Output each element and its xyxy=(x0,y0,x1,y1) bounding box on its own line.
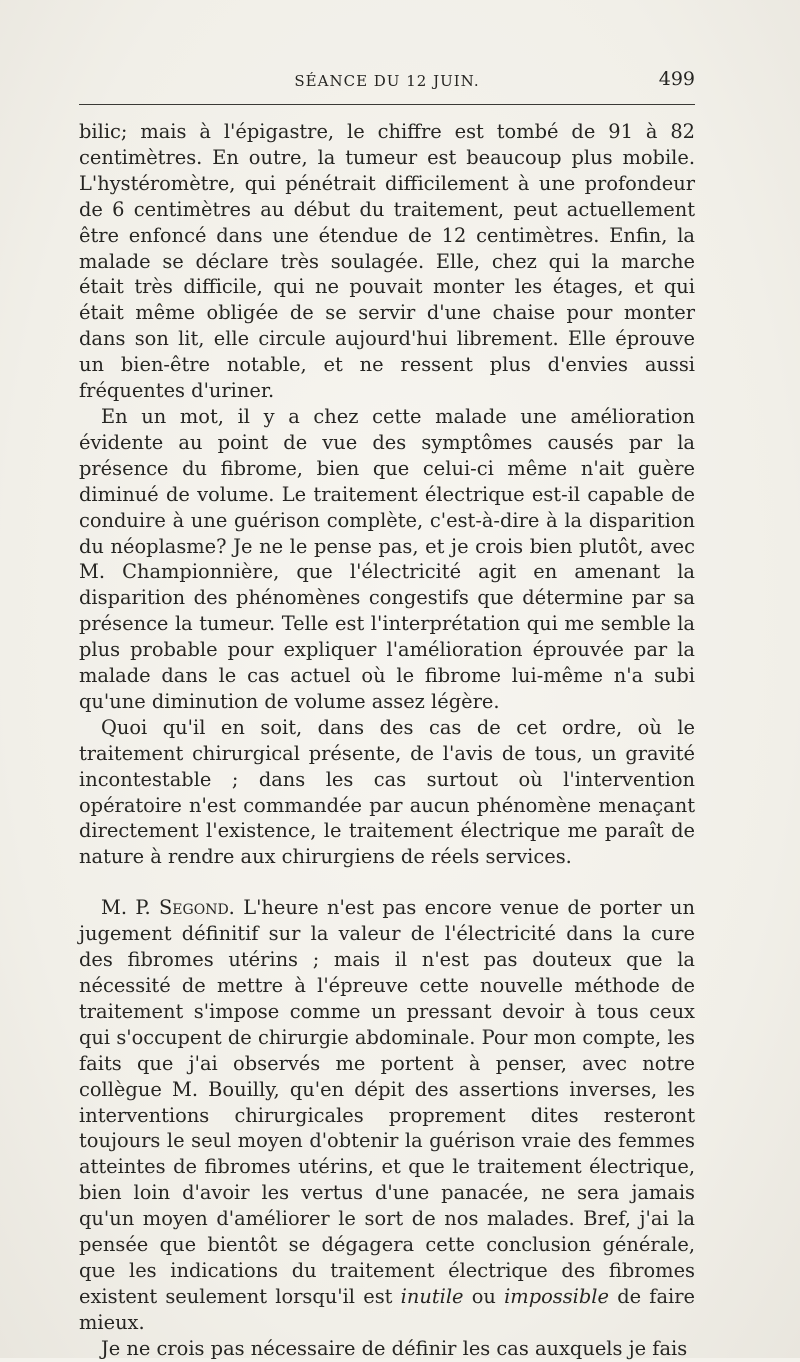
paragraph-conclusion: Quoi qu'il en soit, dans des cas de cet ordre, où le traitement chirurgical présente, de l'avis de tous, un gravité incontestable ; dans les cas surtout où l'intervention opératoire n'est commandée par aucun phénomène menaçant directement l'existence, le traitement électrique me paraît de nature à rendre aux chirurgiens de réels services. xyxy=(79,715,695,869)
page-header xyxy=(79,68,695,98)
speaker-name: M. P. Segond. xyxy=(101,896,235,920)
emphasis-impossible: impossible xyxy=(504,1284,609,1308)
page-number: 499 xyxy=(658,68,695,90)
running-head: SÉANCE DU 12 JUIN. xyxy=(294,72,480,90)
paragraph-final: Je ne crois pas nécessaire de définir les cas auxquels je fais xyxy=(101,1336,688,1360)
paragraph-amelioration: En un mot, il y a chez cette malade une amélioration évidente au point de vue des symptômes causés par la présence du fibrome, bien que celui-ci même n'ait guère diminué de volume. Le traitement électrique est-il capable de conduire à une guérison complète, c'est-à-dire à la disparition du néoplasme? Je ne le pense pas, et je crois bien plutôt, avec M. Championnière, que l'électricité agit en amenant la disparition des phénomènes congestifs que détermine par sa présence la tumeur. Telle est l'interprétation qui me semble la plus probable pour expliquer l'amélioration éprouvée par la malade dans le cas actuel où le fibrome lui-même n'a subi qu'une diminution de volume assez légère. xyxy=(79,404,695,713)
paragraph-segond xyxy=(79,895,695,1335)
body-text xyxy=(79,119,695,1362)
paragraph-segond-text-3: de faire mieux. xyxy=(79,1284,695,1334)
header-rule xyxy=(79,104,695,105)
paragraph-segond-text-1: L'heure n'est pas encore venue de porter un jugement définitif sur la valeur de l'électricité dans la cure des fibromes utérins ; mais il n'est pas douteux que la nécessité de mettre à l'épreuve cette nouvelle méthode de traitement s'impose comme un pressant devoir à tous ceux qui s'occupent de chirurgie abdominale. Pour mon compte, les faits que j'ai observés me portent à penser, avec notre collègue M. Bouilly, qu'en dépit des assertions inverses, les interventions chirurgicales proprement dites resteront toujours le seul moyen d'obtenir la guérison vraie des femmes atteintes de fibromes utérins, et que le traitement électrique, bien loin d'avoir les vertus d'une panacée, ne sera jamais qu'un moyen d'améliorer le sort de nos malades. Bref, j'ai la pensée que bientôt se dégagera cette conclusion générale, que les indications du traitement électrique des fibromes existent seulement lorsqu'il est xyxy=(79,896,696,1308)
paragraph-continued: bilic; mais à l'épigastre, le chiffre est tombé de 91 à 82 centimètres. En outre, la tumeur est beaucoup plus mobile. L'hystéromètre, qui pénétrait difficilement à une profondeur de 6 centimètres au début du traitement, peut actuellement être enfoncé dans une étendue de 12 centimètres. Enfin, la malade se déclare très soulagée. Elle, chez qui la marche était très difficile, qui ne pouvait monter les étages, et qui était même obligée de se servir d'une chaise pour monter dans son lit, elle circule aujourd'hui librement. Elle éprouve un bien-être notable, et ne ressent plus d'envies aussi fréquentes d'uriner. xyxy=(79,120,695,403)
emphasis-inutile: inutile xyxy=(400,1284,464,1308)
paragraph-segond-text-2: ou xyxy=(463,1284,505,1308)
